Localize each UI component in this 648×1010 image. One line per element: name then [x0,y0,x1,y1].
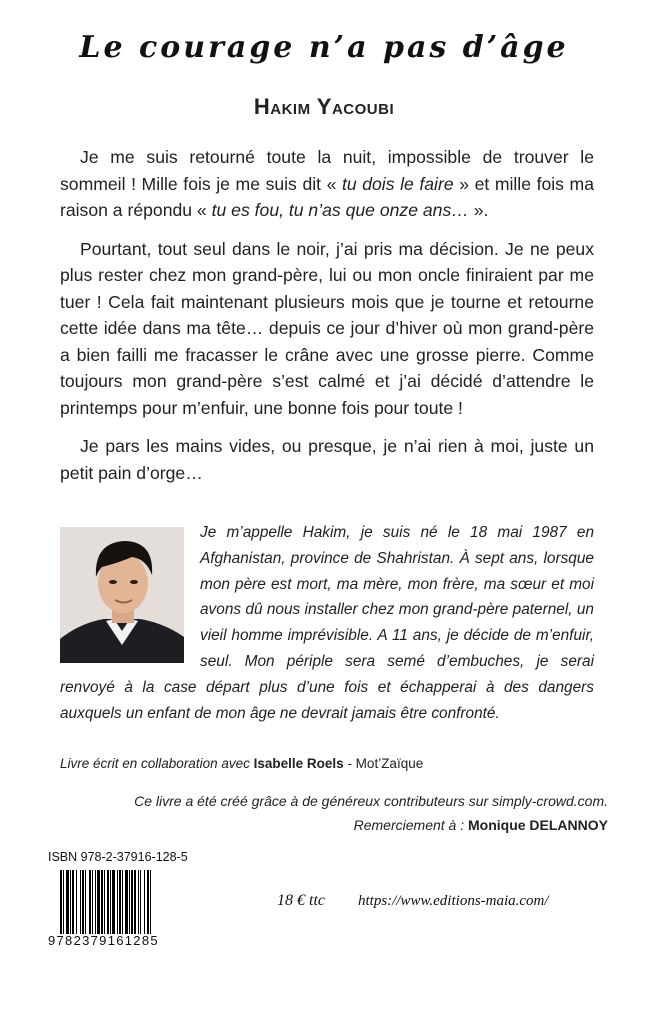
collaboration-suffix: - Mot’Zaïque [347,756,424,771]
barcode-bar [150,870,151,934]
barcode-bar [72,870,74,934]
publisher-website: https://www.editions-maia.com/ [358,893,549,909]
barcode-bar [82,870,84,934]
barcode-bar [147,870,149,934]
barcode-bar [129,870,130,934]
barcode-bar [138,870,139,934]
author-biography-text: Je m’appelle Hakim, je suis né le 18 mai 1987 en Afghanistan, province de Shahristan. À sept ans, lorsque mon père est mort, ma mère, mon frère, ma sœur et moi avons dû nous installer chez mon grand-père paternel, un vieil homme imprévisible. A 11 ans, je décide de m’enfuir, seul. Mon périple sera semé d’embuches, je serai renvoyé à la case départ plus d’une fois et échapperai à des dangers auxquels un enfant de mon âge ne devrait jamais être confronté. [60,524,594,722]
acknowledgement [354,817,608,833]
barcode-bar [95,870,96,934]
summary-paragraph-1 [60,144,594,224]
barcode-bar [134,870,136,934]
barcode-bar [101,870,103,934]
barcode-bar [140,870,141,934]
acknowledgement-name: Monique DELANNOY [468,817,608,833]
barcode-bar [89,870,91,934]
summary-segment: ». [468,200,489,220]
barcode-bar [117,870,118,934]
collaboration-prefix: Livre écrit en collaboration avec [60,756,250,771]
barcode-bar [119,870,121,934]
barcode-digits: 9782379161285 [48,933,159,948]
collaborator-name: Isabelle Roels [253,756,344,771]
barcode-bar [144,870,145,934]
barcode-bar [85,870,86,934]
isbn-label: ISBN 978-2-37916-128-5 [48,850,188,864]
barcode-bar [60,870,62,934]
summary-paragraph-3: Je pars les mains vides, ou presque, je n’ai rien à moi, juste un petit pain d’orge… [60,436,594,483]
barcode-bar [131,870,133,934]
barcode-bar [66,870,69,934]
summary-segment: tu dois le faire [341,173,454,194]
author-name: Hakim Yacoubi [253,94,395,119]
author-biography [60,520,594,726]
isbn-barcode [60,870,186,934]
barcode-bar [63,870,64,934]
collaboration-credit [60,756,423,771]
crowdfunding-note: Ce livre a été créé grâce à de généreux contributeurs sur simply-crowd.com. [134,793,608,809]
summary-segment: Je me suis retourné toute la nuit, impossible de trouver le sommeil ! Mille fois je me suis dit « [60,147,594,194]
barcode-bar [97,870,100,934]
barcode-bar [76,870,77,934]
barcode-bar [122,870,123,934]
barcode-bar [70,870,71,934]
back-cover-summary [60,144,594,498]
price: 18 € ttc [277,892,325,909]
barcode-bar [107,870,109,934]
summary-segment: » et mille fois ma raison a répondu « [60,173,594,220]
barcode-bar [104,870,105,934]
summary-paragraph-2: Pourtant, tout seul dans le noir, j’ai pris ma décision. Je ne peux plus rester chez mon grand-père, lui ou mon oncle finiraient par me tuer ! Cela fait maintenant plusieurs mois que je tourne et retourne cette idée dans ma tête… depuis ce jour d’hiver où mon grand-père a bien failli me fracasser le crâne avec une grosse pierre. Comme toujours mon grand-père s’est calmé et j’ai décidé d’attendre le printemps pour m’enfuir, une bonne fois pour toute ! [60,238,594,418]
barcode-bar [80,870,81,934]
acknowledgement-prefix: Remerciement à : [353,817,465,833]
book-title: Le courage n’a pas d’âge [79,30,569,65]
barcode-bar [92,870,93,934]
barcode-bar [112,870,115,934]
summary-segment: tu es fou, tu n’as que onze ans… [211,200,469,220]
barcode-bar [125,870,128,934]
barcode-bar [110,870,111,934]
